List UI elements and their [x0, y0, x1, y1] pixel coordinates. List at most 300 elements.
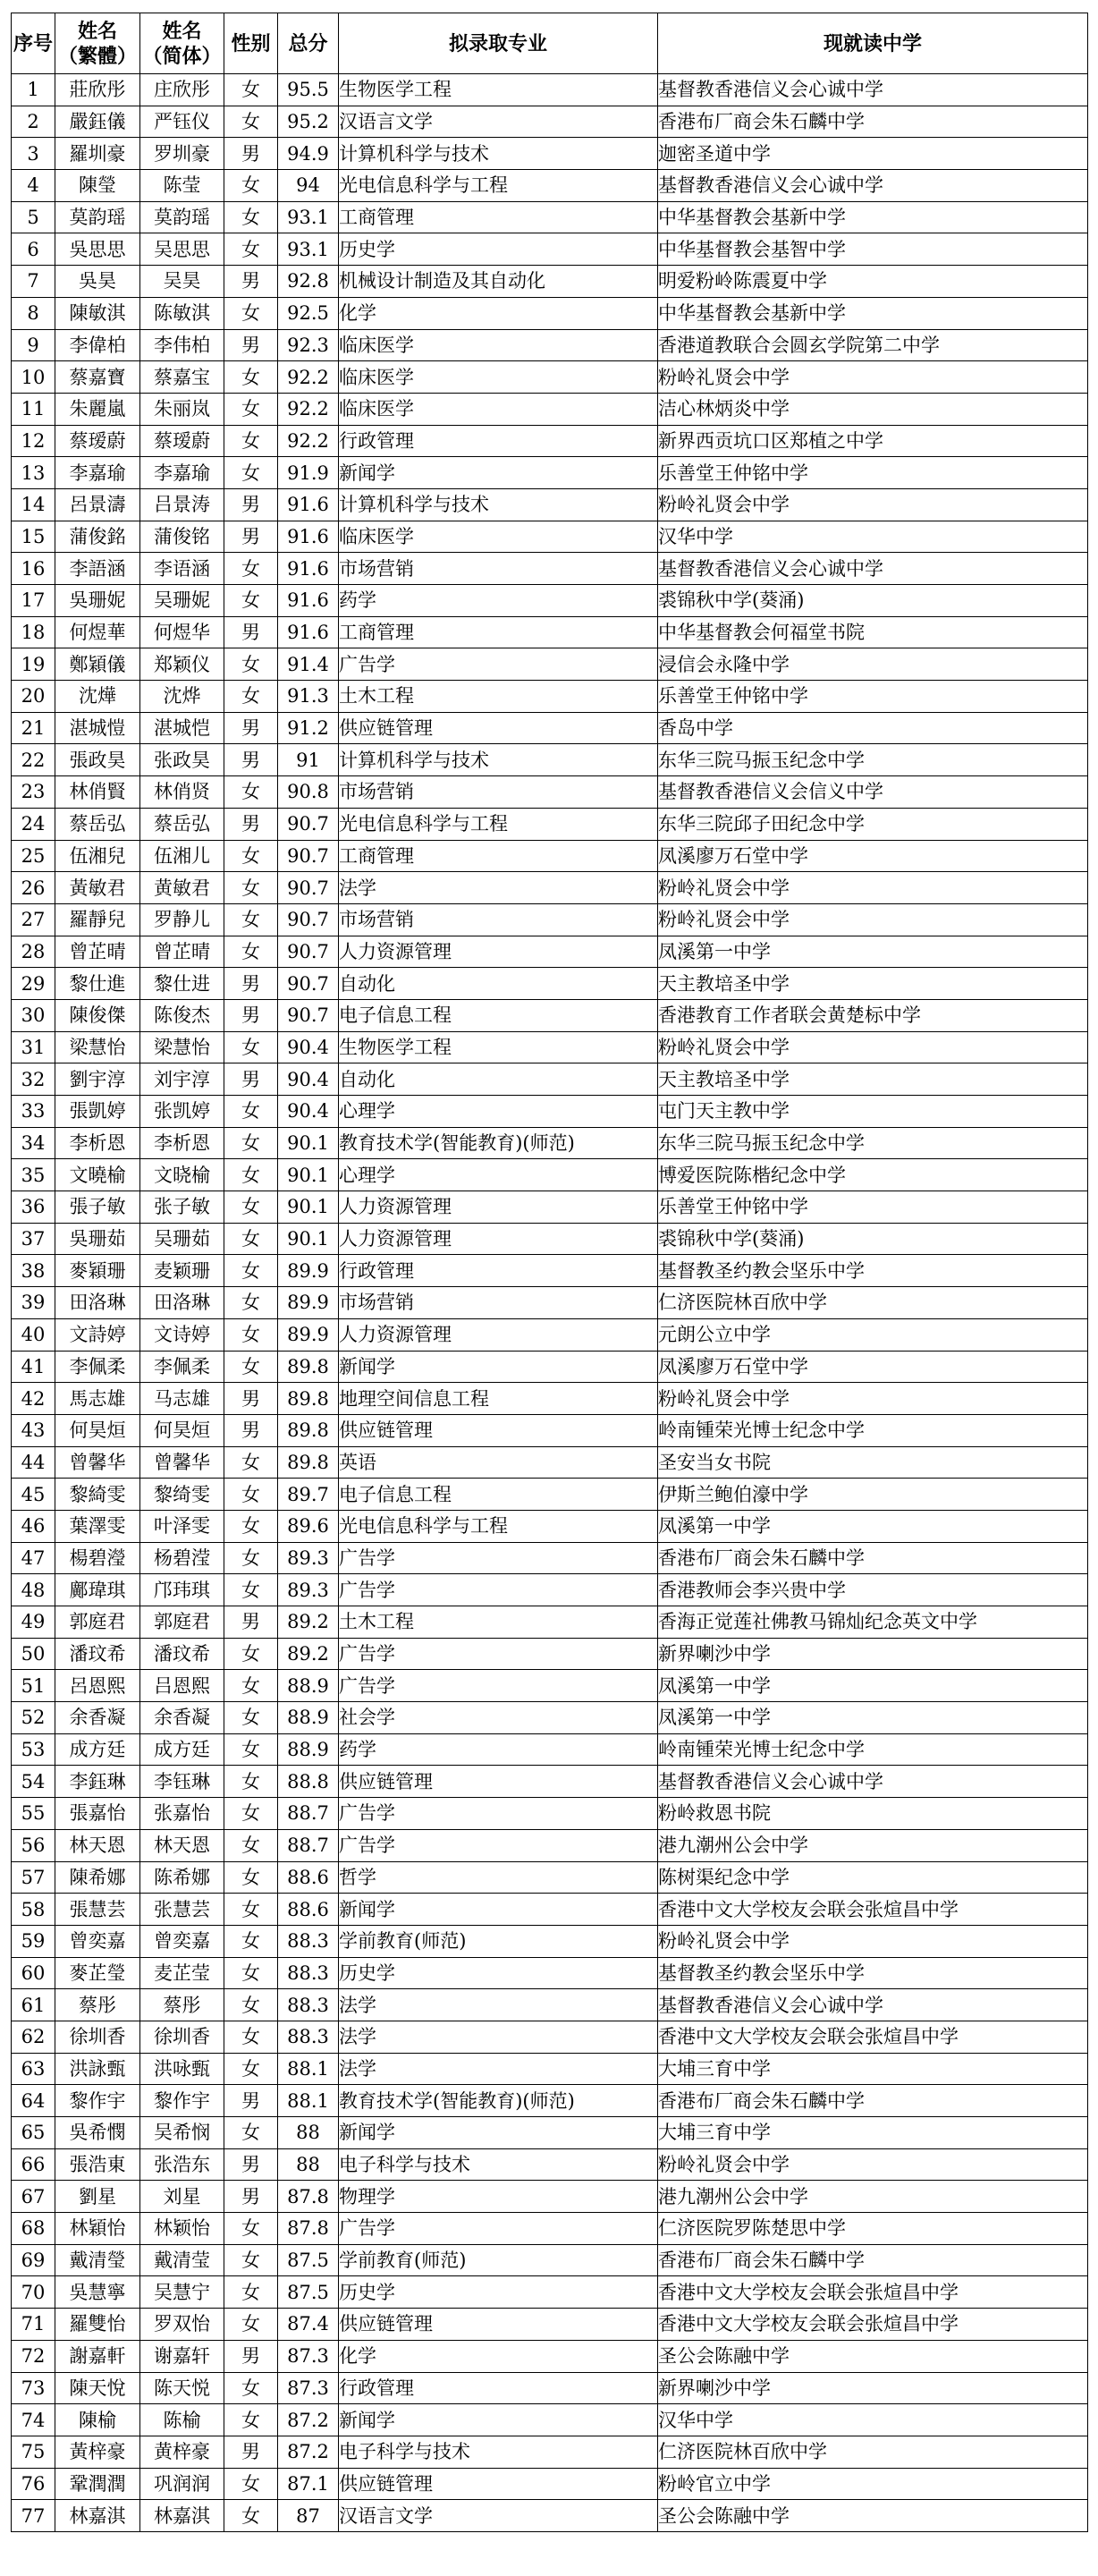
cell-name-simplified: 刘宇淳 [140, 1063, 224, 1096]
cell-name-simplified: 麦颖珊 [140, 1255, 224, 1287]
cell-no: 73 [12, 2372, 55, 2404]
cell-no: 69 [12, 2244, 55, 2276]
cell-school: 中华基督教会基新中学 [658, 201, 1088, 233]
cell-no: 71 [12, 2309, 55, 2341]
table-row [12, 2468, 1088, 2500]
cell-score: 91.9 [278, 457, 339, 489]
cell-no: 66 [12, 2148, 55, 2181]
table-row [12, 1638, 1088, 1670]
cell-name-simplified: 蔡嘉宝 [140, 361, 224, 394]
table-row [12, 1766, 1088, 1798]
table-row [12, 2404, 1088, 2436]
cell-name-simplified: 吕恩熙 [140, 1670, 224, 1702]
cell-sex: 男 [224, 488, 278, 521]
cell-name-simplified: 吴珊茹 [140, 1223, 224, 1255]
header-name-sc-line2: （简体） [142, 44, 222, 68]
cell-score: 88.3 [278, 1957, 339, 1989]
cell-school: 基督教香港信义会心诚中学 [658, 553, 1088, 585]
cell-sex: 女 [224, 776, 278, 809]
cell-score: 87.8 [278, 2213, 339, 2245]
cell-sex: 女 [224, 1957, 278, 1989]
cell-score: 90.1 [278, 1159, 339, 1191]
cell-no: 34 [12, 1127, 55, 1159]
table-row [12, 840, 1088, 872]
cell-name-simplified: 洪咏甄 [140, 2053, 224, 2085]
cell-no: 54 [12, 1766, 55, 1798]
cell-name-traditional: 葉澤雯 [55, 1510, 140, 1542]
table-row [12, 1925, 1088, 1957]
cell-no: 44 [12, 1446, 55, 1479]
cell-major: 新闻学 [339, 1351, 658, 1383]
cell-name-traditional: 謝嘉軒 [55, 2340, 140, 2372]
cell-sex: 女 [224, 2276, 278, 2309]
cell-sex: 女 [224, 1670, 278, 1702]
cell-no: 27 [12, 903, 55, 936]
cell-score: 90.7 [278, 936, 339, 968]
cell-name-simplified: 林天恩 [140, 1829, 224, 1861]
cell-no: 13 [12, 457, 55, 489]
cell-major: 广告学 [339, 1542, 658, 1574]
cell-sex: 女 [224, 1127, 278, 1159]
cell-school: 粉岭礼贤会中学 [658, 1031, 1088, 1063]
cell-name-simplified: 文诗婷 [140, 1318, 224, 1351]
cell-score: 91.6 [278, 616, 339, 648]
cell-score: 90.7 [278, 999, 339, 1031]
cell-name-traditional: 林俏賢 [55, 776, 140, 809]
cell-school: 天主教培圣中学 [658, 968, 1088, 1000]
cell-name-simplified: 陈天悦 [140, 2372, 224, 2404]
cell-no: 12 [12, 425, 55, 457]
header-score: 总分 [278, 13, 339, 74]
cell-no: 72 [12, 2340, 55, 2372]
cell-school: 凤溪第一中学 [658, 936, 1088, 968]
cell-name-traditional: 黎作宇 [55, 2085, 140, 2117]
cell-major: 新闻学 [339, 2117, 658, 2149]
cell-sex: 女 [224, 74, 278, 106]
cell-score: 88.3 [278, 2021, 339, 2053]
cell-name-simplified: 张嘉怡 [140, 1798, 224, 1830]
cell-sex: 女 [224, 648, 278, 681]
table-row [12, 361, 1088, 394]
cell-name-simplified: 李嘉瑜 [140, 457, 224, 489]
cell-major: 临床医学 [339, 393, 658, 425]
cell-name-simplified: 沈烨 [140, 681, 224, 713]
cell-sex: 女 [224, 297, 278, 329]
cell-name-simplified: 陈希娜 [140, 1861, 224, 1894]
cell-score: 87.2 [278, 2436, 339, 2468]
cell-major: 法学 [339, 2053, 658, 2085]
cell-no: 58 [12, 1894, 55, 1926]
cell-no: 26 [12, 872, 55, 904]
cell-no: 42 [12, 1383, 55, 1415]
cell-name-traditional: 黃梓豪 [55, 2436, 140, 2468]
table-row [12, 1606, 1088, 1639]
cell-no: 18 [12, 616, 55, 648]
cell-name-traditional: 鞏潤潤 [55, 2468, 140, 2500]
cell-name-simplified: 张凯婷 [140, 1096, 224, 1128]
cell-sex: 女 [224, 1733, 278, 1766]
cell-sex: 女 [224, 1159, 278, 1191]
cell-score: 90.7 [278, 968, 339, 1000]
cell-score: 92.3 [278, 329, 339, 361]
cell-name-simplified: 叶泽雯 [140, 1510, 224, 1542]
cell-score: 88.3 [278, 1989, 339, 2021]
header-sex: 性别 [224, 13, 278, 74]
cell-name-traditional: 蔡瑷蔚 [55, 425, 140, 457]
cell-no: 11 [12, 393, 55, 425]
cell-school: 基督教香港信义会心诚中学 [658, 74, 1088, 106]
cell-name-simplified: 蔡彤 [140, 1989, 224, 2021]
cell-major: 化学 [339, 297, 658, 329]
cell-name-traditional: 郭庭君 [55, 1606, 140, 1639]
table-row [12, 744, 1088, 776]
cell-school: 明爱粉岭陈震夏中学 [658, 266, 1088, 298]
cell-score: 91.6 [278, 585, 339, 617]
cell-major: 药学 [339, 585, 658, 617]
cell-score: 88.9 [278, 1733, 339, 1766]
table-row [12, 1829, 1088, 1861]
cell-name-simplified: 莫韵瑶 [140, 201, 224, 233]
header-row [12, 13, 1088, 74]
cell-no: 50 [12, 1638, 55, 1670]
cell-school: 东华三院马振玉纪念中学 [658, 1127, 1088, 1159]
cell-name-simplified: 刘星 [140, 2181, 224, 2213]
cell-sex: 女 [224, 1096, 278, 1128]
cell-no: 7 [12, 266, 55, 298]
cell-name-traditional: 張子敏 [55, 1191, 140, 1224]
table-row [12, 2117, 1088, 2149]
cell-sex: 男 [224, 744, 278, 776]
cell-score: 91 [278, 744, 339, 776]
cell-major: 行政管理 [339, 425, 658, 457]
cell-sex: 女 [224, 1031, 278, 1063]
cell-school: 香港中文大学校友会联会张煊昌中学 [658, 2021, 1088, 2053]
cell-no: 55 [12, 1798, 55, 1830]
table-row [12, 1223, 1088, 1255]
table-row [12, 1414, 1088, 1446]
cell-sex: 女 [224, 1989, 278, 2021]
cell-name-traditional: 羅靜兒 [55, 903, 140, 936]
cell-no: 2 [12, 106, 55, 138]
cell-name-simplified: 伍湘儿 [140, 840, 224, 872]
cell-no: 51 [12, 1670, 55, 1702]
cell-no: 62 [12, 2021, 55, 2053]
cell-no: 64 [12, 2085, 55, 2117]
cell-school: 岭南锺荣光博士纪念中学 [658, 1414, 1088, 1446]
cell-name-traditional: 林天恩 [55, 1829, 140, 1861]
cell-no: 68 [12, 2213, 55, 2245]
table-row [12, 1733, 1088, 1766]
table-row [12, 2085, 1088, 2117]
table-row [12, 1894, 1088, 1926]
cell-school: 汉华中学 [658, 521, 1088, 553]
cell-name-traditional: 吳思思 [55, 233, 140, 266]
cell-sex: 男 [224, 712, 278, 744]
cell-school: 元朗公立中学 [658, 1318, 1088, 1351]
cell-name-traditional: 蔡嘉寶 [55, 361, 140, 394]
cell-score: 94.9 [278, 138, 339, 170]
cell-sex: 女 [224, 233, 278, 266]
cell-no: 32 [12, 1063, 55, 1096]
cell-major: 人力资源管理 [339, 936, 658, 968]
cell-school: 汉华中学 [658, 2404, 1088, 2436]
cell-score: 92.8 [278, 266, 339, 298]
cell-major: 汉语言文学 [339, 2500, 658, 2532]
cell-no: 40 [12, 1318, 55, 1351]
cell-name-simplified: 李佩柔 [140, 1351, 224, 1383]
cell-sex: 女 [224, 872, 278, 904]
cell-score: 90.4 [278, 1031, 339, 1063]
table-row [12, 2309, 1088, 2341]
cell-sex: 女 [224, 2053, 278, 2085]
cell-name-simplified: 朱丽岚 [140, 393, 224, 425]
cell-name-traditional: 張浩東 [55, 2148, 140, 2181]
cell-name-traditional: 嚴鈺儀 [55, 106, 140, 138]
cell-name-traditional: 蔡彤 [55, 1989, 140, 2021]
table-row [12, 1127, 1088, 1159]
cell-name-simplified: 徐圳香 [140, 2021, 224, 2053]
cell-name-traditional: 文詩婷 [55, 1318, 140, 1351]
cell-major: 物理学 [339, 2181, 658, 2213]
cell-score: 90.4 [278, 1063, 339, 1096]
cell-no: 53 [12, 1733, 55, 1766]
cell-no: 67 [12, 2181, 55, 2213]
cell-sex: 女 [224, 1191, 278, 1224]
cell-major: 生物医学工程 [339, 1031, 658, 1063]
cell-no: 47 [12, 1542, 55, 1574]
header-school: 现就读中学 [658, 13, 1088, 74]
cell-name-traditional: 伍湘兒 [55, 840, 140, 872]
cell-school: 新界喇沙中学 [658, 2372, 1088, 2404]
cell-name-traditional: 沈燁 [55, 681, 140, 713]
cell-major: 法学 [339, 2021, 658, 2053]
cell-major: 工商管理 [339, 201, 658, 233]
cell-name-traditional: 李析恩 [55, 1127, 140, 1159]
table-row [12, 968, 1088, 1000]
table-row [12, 1383, 1088, 1415]
cell-name-simplified: 张子敏 [140, 1191, 224, 1224]
cell-name-simplified: 杨碧滢 [140, 1542, 224, 1574]
cell-major: 市场营销 [339, 1287, 658, 1319]
cell-major: 广告学 [339, 2213, 658, 2245]
cell-name-traditional: 吳希憫 [55, 2117, 140, 2149]
cell-name-traditional: 李偉柏 [55, 329, 140, 361]
cell-no: 9 [12, 329, 55, 361]
cell-sex: 女 [224, 1510, 278, 1542]
cell-score: 92.2 [278, 393, 339, 425]
table-row [12, 553, 1088, 585]
cell-sex: 女 [224, 1542, 278, 1574]
cell-name-simplified: 郑颖仪 [140, 648, 224, 681]
cell-name-simplified: 陈俊杰 [140, 999, 224, 1031]
cell-major: 历史学 [339, 2276, 658, 2309]
cell-sex: 女 [224, 840, 278, 872]
cell-name-simplified: 谢嘉轩 [140, 2340, 224, 2372]
cell-sex: 女 [224, 2244, 278, 2276]
cell-name-simplified: 曾芷晴 [140, 936, 224, 968]
header-no: 序号 [12, 13, 55, 74]
cell-score: 90.8 [278, 776, 339, 809]
cell-name-simplified: 黎作宇 [140, 2085, 224, 2117]
cell-score: 89.8 [278, 1383, 339, 1415]
cell-name-traditional: 黎仕進 [55, 968, 140, 1000]
table-row [12, 266, 1088, 298]
cell-score: 91.4 [278, 648, 339, 681]
cell-major: 人力资源管理 [339, 1318, 658, 1351]
cell-no: 10 [12, 361, 55, 394]
cell-sex: 女 [224, 2213, 278, 2245]
cell-sex: 女 [224, 553, 278, 585]
cell-major: 化学 [339, 2340, 658, 2372]
cell-school: 中华基督教会基智中学 [658, 233, 1088, 266]
cell-no: 45 [12, 1479, 55, 1511]
cell-major: 地理空间信息工程 [339, 1383, 658, 1415]
cell-score: 87.8 [278, 2181, 339, 2213]
cell-school: 东华三院马振玉纪念中学 [658, 744, 1088, 776]
table-row [12, 201, 1088, 233]
cell-score: 92.2 [278, 361, 339, 394]
cell-sex: 女 [224, 1287, 278, 1319]
cell-name-traditional: 蔡岳弘 [55, 808, 140, 840]
cell-name-traditional: 湛城愷 [55, 712, 140, 744]
table-row [12, 1957, 1088, 1989]
cell-score: 89.8 [278, 1446, 339, 1479]
cell-sex: 女 [224, 1702, 278, 1734]
cell-major: 人力资源管理 [339, 1191, 658, 1224]
table-row [12, 2021, 1088, 2053]
cell-name-simplified: 黄梓豪 [140, 2436, 224, 2468]
cell-sex: 女 [224, 2021, 278, 2053]
cell-name-traditional: 黎綺雯 [55, 1479, 140, 1511]
cell-school: 基督教香港信义会心诚中学 [658, 170, 1088, 202]
cell-school: 基督教香港信义会心诚中学 [658, 1989, 1088, 2021]
cell-school: 粉岭礼贤会中学 [658, 872, 1088, 904]
cell-name-simplified: 何昊烜 [140, 1414, 224, 1446]
cell-no: 5 [12, 201, 55, 233]
cell-major: 教育技术学(智能教育)(师范) [339, 2085, 658, 2117]
table-row [12, 712, 1088, 744]
cell-sex: 男 [224, 329, 278, 361]
cell-sex: 男 [224, 999, 278, 1031]
table-row [12, 2213, 1088, 2245]
cell-name-traditional: 蒲俊銘 [55, 521, 140, 553]
cell-major: 历史学 [339, 1957, 658, 1989]
cell-score: 95.5 [278, 74, 339, 106]
cell-score: 89.8 [278, 1351, 339, 1383]
cell-name-simplified: 李语涵 [140, 553, 224, 585]
cell-name-simplified: 张政昊 [140, 744, 224, 776]
cell-school: 基督教圣约教会坚乐中学 [658, 1957, 1088, 1989]
cell-school: 粉岭礼贤会中学 [658, 361, 1088, 394]
table-row [12, 106, 1088, 138]
cell-score: 91.2 [278, 712, 339, 744]
header-name-tc-line2: （繁體） [57, 44, 137, 68]
cell-name-simplified: 张浩东 [140, 2148, 224, 2181]
cell-major: 市场营销 [339, 553, 658, 585]
table-row [12, 776, 1088, 809]
cell-name-traditional: 何煜華 [55, 616, 140, 648]
cell-score: 87.1 [278, 2468, 339, 2500]
cell-major: 土木工程 [339, 681, 658, 713]
table-row [12, 1989, 1088, 2021]
cell-no: 61 [12, 1989, 55, 2021]
cell-score: 91.6 [278, 488, 339, 521]
cell-major: 计算机科学与技术 [339, 488, 658, 521]
cell-score: 87.5 [278, 2276, 339, 2309]
cell-name-simplified: 陈敏淇 [140, 297, 224, 329]
cell-sex: 女 [224, 1255, 278, 1287]
cell-major: 社会学 [339, 1702, 658, 1734]
cell-major: 供应链管理 [339, 1766, 658, 1798]
cell-school: 香港中文大学校友会联会张煊昌中学 [658, 2276, 1088, 2309]
cell-no: 76 [12, 2468, 55, 2500]
table-row [12, 1798, 1088, 1830]
cell-name-simplified: 林颖怡 [140, 2213, 224, 2245]
table-row [12, 2276, 1088, 2309]
cell-major: 电子科学与技术 [339, 2148, 658, 2181]
cell-major: 光电信息科学与工程 [339, 1510, 658, 1542]
cell-no: 35 [12, 1159, 55, 1191]
table-row [12, 1479, 1088, 1511]
cell-score: 90.7 [278, 903, 339, 936]
cell-major: 市场营销 [339, 903, 658, 936]
cell-no: 37 [12, 1223, 55, 1255]
cell-school: 粉岭礼贤会中学 [658, 1383, 1088, 1415]
cell-score: 89.9 [278, 1287, 339, 1319]
cell-name-traditional: 陳榆 [55, 2404, 140, 2436]
cell-sex: 女 [224, 1318, 278, 1351]
table-row [12, 1446, 1088, 1479]
table-row [12, 616, 1088, 648]
cell-school: 香港布厂商会朱石麟中学 [658, 2085, 1088, 2117]
cell-school: 伊斯兰鲍伯濠中学 [658, 1479, 1088, 1511]
cell-sex: 女 [224, 1574, 278, 1606]
table-row [12, 1510, 1088, 1542]
cell-major: 广告学 [339, 648, 658, 681]
cell-name-simplified: 吕景涛 [140, 488, 224, 521]
cell-school: 港九潮州公会中学 [658, 1829, 1088, 1861]
cell-no: 14 [12, 488, 55, 521]
cell-school: 香岛中学 [658, 712, 1088, 744]
cell-name-simplified: 曾奕嘉 [140, 1925, 224, 1957]
cell-major: 汉语言文学 [339, 106, 658, 138]
cell-school: 博爱医院陈楷纪念中学 [658, 1159, 1088, 1191]
cell-name-traditional: 莊欣彤 [55, 74, 140, 106]
cell-name-traditional: 張凱婷 [55, 1096, 140, 1128]
cell-school: 大埔三育中学 [658, 2053, 1088, 2085]
cell-school: 凤溪第一中学 [658, 1702, 1088, 1734]
cell-major: 法学 [339, 872, 658, 904]
cell-school: 迦密圣道中学 [658, 138, 1088, 170]
cell-score: 93.1 [278, 201, 339, 233]
cell-score: 88.6 [278, 1861, 339, 1894]
cell-name-simplified: 蔡瑷蔚 [140, 425, 224, 457]
cell-sex: 女 [224, 2404, 278, 2436]
cell-no: 30 [12, 999, 55, 1031]
cell-sex: 男 [224, 138, 278, 170]
cell-name-simplified: 吴慧宁 [140, 2276, 224, 2309]
cell-sex: 女 [224, 1766, 278, 1798]
table-row [12, 1096, 1088, 1128]
table-row [12, 170, 1088, 202]
cell-score: 89.6 [278, 1510, 339, 1542]
table-row [12, 1159, 1088, 1191]
cell-name-simplified: 余香凝 [140, 1702, 224, 1734]
cell-score: 90.7 [278, 808, 339, 840]
cell-school: 港九潮州公会中学 [658, 2181, 1088, 2213]
cell-sex: 男 [224, 1606, 278, 1639]
table-row [12, 329, 1088, 361]
